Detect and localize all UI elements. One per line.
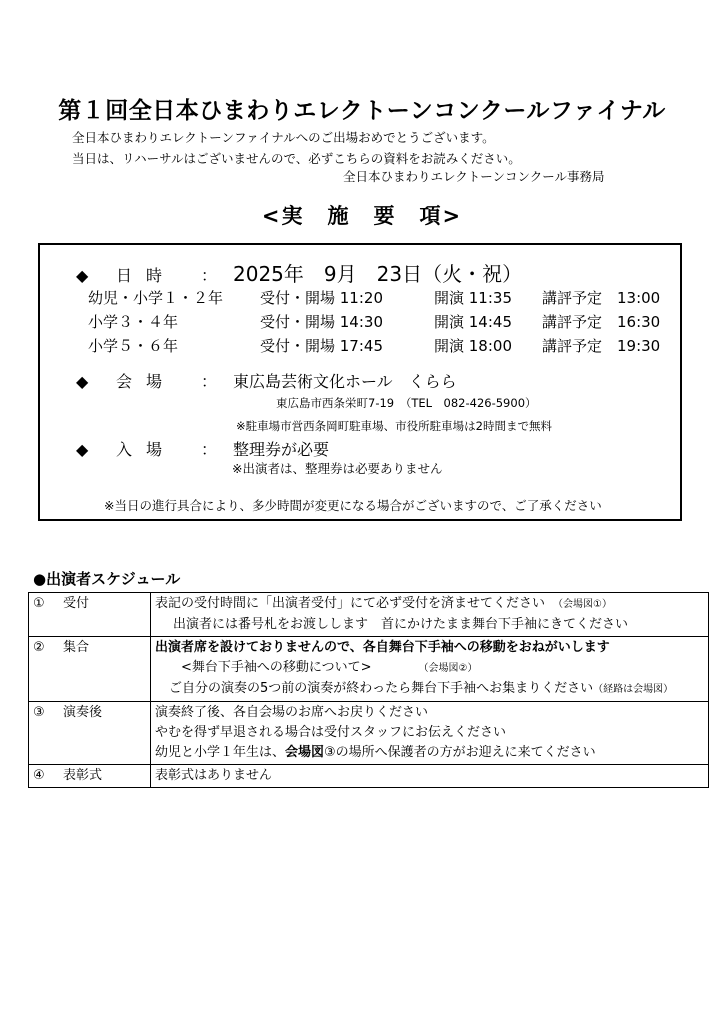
entry-value: 整理券が必要 xyxy=(233,440,330,459)
content-line: 出演者席を設けておりませんので、各自舞台下手袖への移動をおねがいします xyxy=(155,640,610,655)
row-number: ② xyxy=(33,640,45,655)
venue-label: 会場 xyxy=(116,372,177,391)
diamond-bullet-icon: ◆ xyxy=(76,266,89,285)
datetime-colon: ： xyxy=(201,266,218,285)
parking-note: ※駐車場市営西条岡町駐車場、市役所駐車場は2時間まで無料 xyxy=(236,419,552,433)
timing-footnote: ※当日の進行具合により、多少時間が変更になる場合がございますので、ご了承ください xyxy=(104,498,602,513)
content-line: やむを得ず早退される場合は受付スタッフにお伝えください xyxy=(155,725,507,740)
venue-map-ref: （会場図②） xyxy=(423,663,478,674)
schedule-start: 開演 14:45 xyxy=(434,313,512,331)
content-line: 表彰式はありません xyxy=(155,768,273,783)
row-label-cell xyxy=(29,593,151,637)
schedule-start: 開演 11:35 xyxy=(434,289,512,307)
schedule-group: 小学３・４年 xyxy=(88,313,179,331)
row-label-cell xyxy=(29,765,151,788)
row-label: 受付 xyxy=(63,596,90,611)
row-label-cell xyxy=(29,702,151,765)
schedule-start: 開演 18:00 xyxy=(434,337,512,355)
datetime-label: 日時 xyxy=(116,266,177,285)
venue-map-ref: （経路は会場図） xyxy=(593,684,674,695)
datetime-value: 2025年 9月 23日（火・祝） xyxy=(233,262,523,286)
performer-schedule-table xyxy=(28,592,709,788)
schedule-group: 幼児・小学１・２年 xyxy=(88,289,224,307)
section-title: <実 施 要 項> xyxy=(261,204,463,228)
datetime-row xyxy=(76,258,522,287)
schedule-reception: 受付・開場 17:45 xyxy=(260,337,383,355)
content-text: ③の場所へ保護者の方がお迎えに来てください xyxy=(324,745,596,760)
content-text: <舞台下手袖への移動について> xyxy=(181,660,372,675)
entry-note: ※出演者は、整理券は必要ありません xyxy=(232,461,443,476)
row-label: 演奏後 xyxy=(63,705,103,720)
content-line: 出演者には番号札をお渡しします 首にかけたまま舞台下手袖にきてください xyxy=(173,617,629,632)
row-number: ③ xyxy=(33,705,45,720)
content-line xyxy=(155,594,704,615)
schedule-group: 小学５・６年 xyxy=(88,337,179,355)
row-label: 集合 xyxy=(63,640,90,655)
entry-label: 入場 xyxy=(116,440,177,459)
content-line xyxy=(155,658,704,679)
diamond-bullet-icon: ◆ xyxy=(76,372,89,391)
row-content-cell xyxy=(151,637,709,702)
row-content-cell xyxy=(151,765,709,788)
venue-colon: ： xyxy=(201,372,218,391)
content-line: 演奏終了後、各自会場のお席へお戻りください xyxy=(155,705,429,720)
venue-map-ref: （会場図①） xyxy=(558,599,612,610)
row-number: ④ xyxy=(33,768,45,783)
schedule-reception: 受付・開場 11:20 xyxy=(260,289,383,307)
content-text: 表記の受付時間に「出演者受付」にて必ず受付を済ませてください xyxy=(155,596,546,611)
schedule-review: 講評予定 19:30 xyxy=(542,337,661,355)
office-name: 全日本ひまわりエレクトーンコンクール事務局 xyxy=(343,169,605,184)
content-line xyxy=(155,679,704,700)
content-line xyxy=(155,743,704,763)
content-text: 幼児と小学１年生は、 xyxy=(155,745,286,760)
diamond-bullet-icon: ◆ xyxy=(76,440,89,459)
venue-map-ref: 会場図 xyxy=(285,745,325,760)
table-row xyxy=(29,765,709,788)
row-label-cell xyxy=(29,637,151,702)
venue-row xyxy=(76,369,457,392)
table-row xyxy=(29,593,709,637)
page-title: 第１回全日本ひまわりエレクトーンコンクールファイナル xyxy=(58,98,666,124)
entry-colon: ： xyxy=(201,440,218,459)
table-row xyxy=(29,637,709,702)
row-number: ① xyxy=(33,596,45,611)
intro-line-1: 全日本ひまわりエレクトーンファイナルへのご出場おめでとうございます。 xyxy=(72,130,495,145)
row-label: 表彰式 xyxy=(63,768,103,783)
content-text: ご自分の演奏の5つ前の演奏が終わったら舞台下手袖へお集まりください xyxy=(169,681,594,696)
row-content-cell xyxy=(151,702,709,765)
intro-line-2: 当日は、リハーサルはございませんので、必ずこちらの資料をお読みください。 xyxy=(72,151,521,166)
schedule-review: 講評予定 13:00 xyxy=(542,289,661,307)
schedule-reception: 受付・開場 14:30 xyxy=(260,313,383,331)
venue-address: 東広島市西条栄町7-19 （TEL 082-426-5900） xyxy=(276,396,537,410)
venue-value: 東広島芸術文化ホール くらら xyxy=(233,372,457,391)
schedule-review: 講評予定 16:30 xyxy=(542,313,661,331)
schedule-heading: ●出演者スケジュール xyxy=(33,570,181,588)
row-content-cell xyxy=(151,593,709,637)
entry-row xyxy=(76,437,329,460)
table-row xyxy=(29,702,709,765)
